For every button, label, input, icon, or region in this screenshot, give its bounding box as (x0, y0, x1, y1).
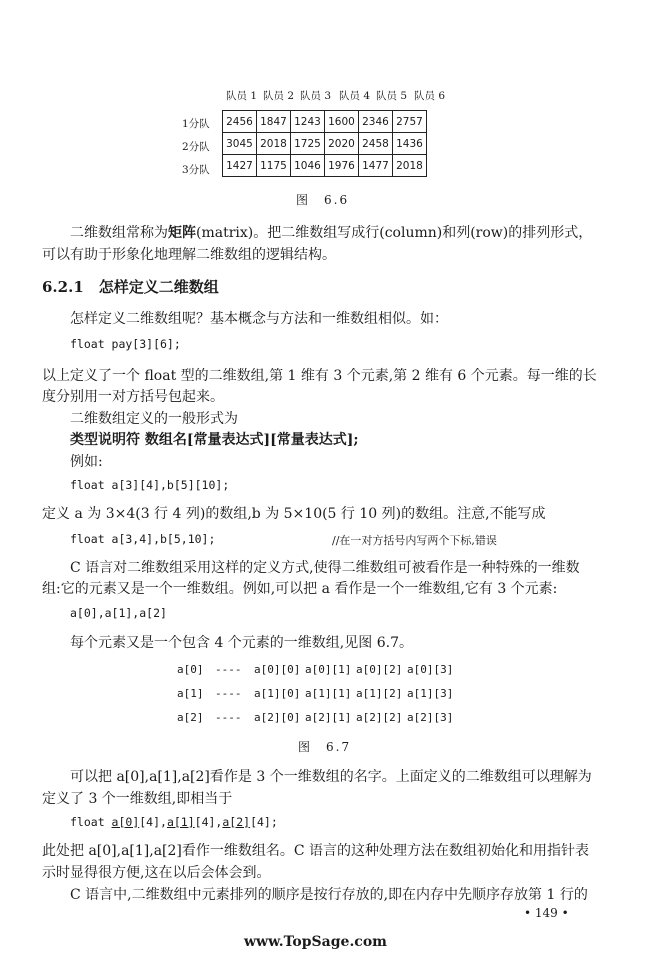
col-header: 队员 5 (376, 90, 408, 102)
dash: ---- (215, 663, 242, 676)
paragraph (70, 222, 592, 242)
table-cell: 2346 (359, 111, 393, 133)
paragraph-line: C 语言对二维数组采用这样的定义方式,使得二维数组可被看作是一种特殊的一维数 (70, 560, 580, 576)
array-element: a[1][1] (305, 687, 352, 700)
paragraph: 定义 a 为 3×4(3 行 4 列)的数组,b 为 5×10(5 行 10 列)的数组。注意,不能写成 (42, 506, 546, 522)
team-score-table (222, 110, 427, 177)
code-text: [4], (139, 815, 167, 829)
dash: ---- (215, 687, 242, 700)
paragraph: 怎样定义二维数组呢？基本概念与方法和一维数组相似。如： (70, 311, 448, 327)
array-element: a[2][0] (254, 711, 301, 724)
array-element: a[2][1] (305, 711, 352, 724)
table-cell: 1243 (291, 111, 325, 133)
row-label: 1分队 (182, 118, 210, 130)
code-text: [4], (194, 815, 223, 829)
array-element: a[0][0] (254, 663, 301, 676)
code-line: float a[3][4],b[5][10]; (70, 478, 230, 492)
code-text: [4]; (250, 815, 278, 829)
term-matrix: 矩阵 (168, 225, 196, 241)
array-head: a[0] (177, 663, 204, 676)
paragraph-line: 定义了 3 个一维数组,即相当于 (42, 791, 233, 807)
paragraph-line: 度分别用一对方括号包起来。 (42, 389, 224, 405)
code-comment: //在一对方括号内写两个下标,错误 (332, 534, 497, 547)
footer-url: www.TopSage.com (244, 934, 387, 950)
paragraph-line: 以上定义了一个 float 型的二维数组,第 1 维有 3 个元素,第 2 维有 6 个元素。每一维的长 (42, 368, 597, 384)
array-element: a[1][0] (254, 687, 301, 700)
table-cell: 1725 (291, 133, 325, 155)
array-element: a[0][3] (407, 663, 454, 676)
table-cell: 3045 (223, 133, 257, 155)
table-cell: 1046 (291, 155, 325, 177)
col-header: 队员 4 (339, 90, 371, 102)
col-header: 队员 6 (414, 90, 446, 102)
table-cell: 2757 (393, 111, 427, 133)
table-row (223, 111, 427, 133)
paragraph-line: 示时显得很方便,这在以后会体会到。 (42, 865, 271, 881)
array-element: a[1][2] (356, 687, 403, 700)
col-header: 队员 2 (263, 90, 295, 102)
array-head: a[1] (177, 687, 204, 700)
paragraph-line: 可以有助于形象化地理解二维数组的逻辑结构。 (42, 247, 336, 263)
syntax-line: 类型说明符 数组名[常量表达式][常量表达式]; (70, 432, 359, 448)
table-cell: 1847 (257, 111, 291, 133)
example-label: 例如: (70, 454, 103, 470)
section-title: 6.2.1 怎样定义二维数组 (42, 278, 219, 296)
col-header: 队员 3 (300, 90, 332, 102)
table-cell: 1436 (393, 133, 427, 155)
table-cell: 2018 (393, 155, 427, 177)
code-line: float a[3,4],b[5,10]; (70, 532, 216, 546)
paragraph-line: 可以把 a[0],a[1],a[2]看作是 3 个一维数组的名字。上面定义的二维数组可以理解为 (70, 769, 592, 785)
row-label: 2分队 (182, 141, 210, 153)
code-underlined: a[1] (166, 815, 195, 829)
table-row (223, 133, 427, 155)
table-cell: 2458 (359, 133, 393, 155)
array-element: a[0][2] (356, 663, 403, 676)
col-header: 队员 1 (226, 90, 258, 102)
code-line: float pay[3][6]; (70, 337, 181, 351)
figure-caption: 图 6.7 (298, 740, 352, 754)
table-cell: 2020 (325, 133, 359, 155)
table-cell: 1477 (359, 155, 393, 177)
table-cell: 2456 (223, 111, 257, 133)
table-cell: 1427 (223, 155, 257, 177)
table-cell: 2018 (257, 133, 291, 155)
paragraph-line: C 语言中,二维数组中元素排列的顺序是按行存放的,即在内存中先顺序存放第 1 行的 (70, 887, 588, 903)
code-underlined: a[2] (222, 815, 251, 829)
row-label: 3分队 (182, 164, 210, 176)
paragraph: 二维数组定义的一般形式为 (70, 411, 238, 427)
page-number: • 149 • (524, 906, 569, 920)
paragraph-line: 组:它的元素又是一个一维数组。例如,可以把 a 看作是一个一维数组,它有 3 个元素: (42, 581, 558, 597)
array-element: a[1][3] (407, 687, 454, 700)
dash: ---- (215, 711, 242, 724)
code-line (70, 815, 278, 829)
table-row (223, 155, 427, 177)
array-element: a[2][2] (356, 711, 403, 724)
paragraph: 每个元素又是一个包含 4 个元素的一维数组,见图 6.7。 (70, 635, 413, 651)
paragraph-line: 此处把 a[0],a[1],a[2]看作一维数组名。C 语言的这种处理方法在数组初始化和用指针表 (42, 843, 590, 859)
table-cell: 1976 (325, 155, 359, 177)
text: 二维数组常称为 (70, 225, 168, 241)
array-head: a[2] (177, 711, 204, 724)
table-cell: 1175 (257, 155, 291, 177)
figure-caption: 图 6.6 (296, 193, 350, 207)
array-element: a[0][1] (305, 663, 352, 676)
code-text: float (70, 815, 112, 829)
code-line: a[0],a[1],a[2] (70, 606, 167, 620)
array-element: a[2][3] (407, 711, 454, 724)
table-cell: 1600 (325, 111, 359, 133)
code-underlined: a[0] (111, 815, 140, 829)
text: (matrix)。把二维数组写成行(column)和列(row)的排列形式， (196, 225, 593, 241)
